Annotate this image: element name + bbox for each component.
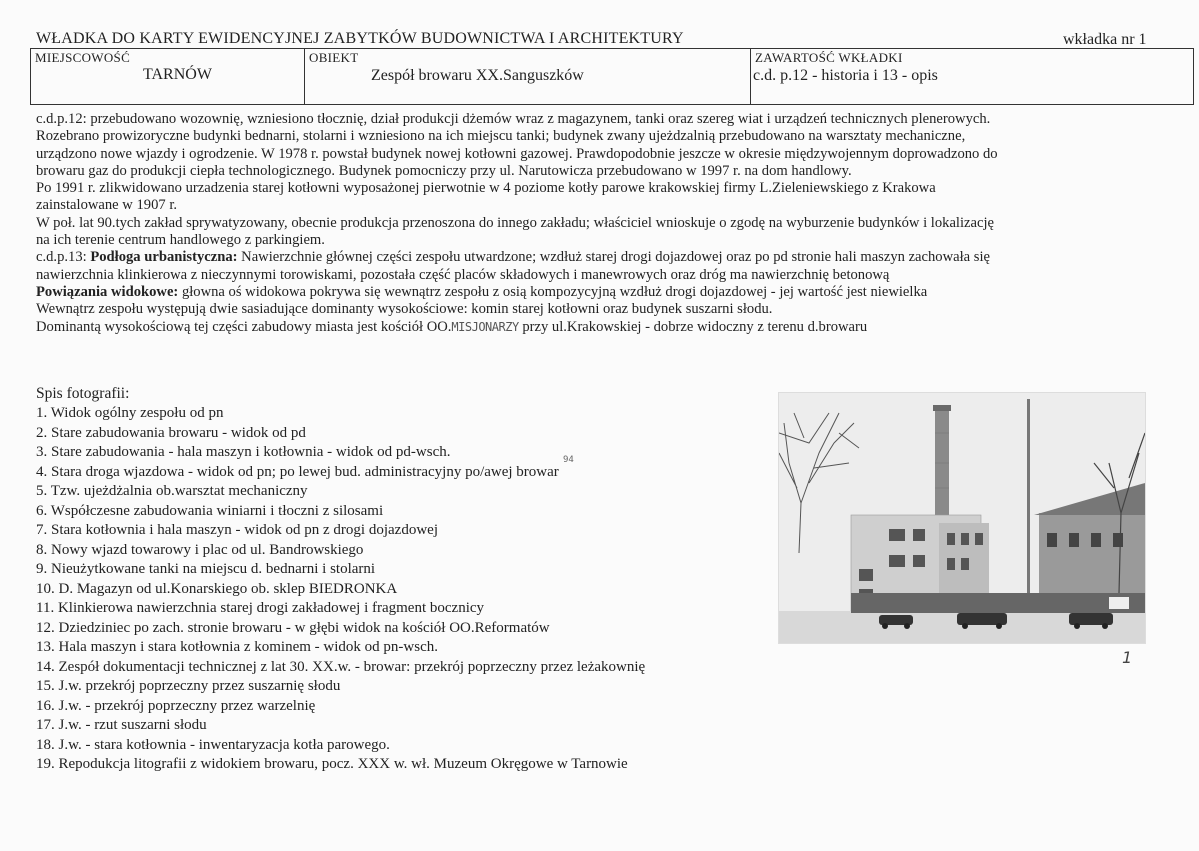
photo-list-heading: Spis fotografii: (36, 385, 130, 402)
object-label: OBIEKT (309, 50, 359, 65)
text-line: c.d.p.12: przebudowano wozownię, wzniesiono tłocznię, dział produkcji dżemów wraz z magazynem, tanki oraz szereg wiat i urządzeń technicznych plenerowych. (36, 111, 991, 127)
list-item: 16. J.w. - przekrój poprzeczny przez warzelnię (36, 697, 316, 714)
section-heading-urban-floor: Podłoga urbanistyczna: (90, 249, 238, 266)
text-line: W poł. lat 90.tych zakład sprywatyzowany, obecnie produkcja przenoszona do innego zakładu; właściciel wnioskuje o zgodę na wyburzenie budynków i lokalizację (36, 214, 995, 231)
brewery-photo (778, 392, 1146, 644)
form-title: WŁADKA DO KARTY EWIDENCYJNEJ ZABYTKÓW BUDOWNICTWA I ARCHITEKTURY (36, 30, 684, 47)
list-item: 13. Hala maszyn i stara kotłownia z kominem - widok od pn-wsch. (36, 639, 438, 655)
text-line: Po 1991 r. zlikwidowano urzadzenia starej kotłowni wyposażonej pierwotnie w 4 poziome kotły parowe krakowskiej firmy L.Zieleniewskiego z Krakowa (36, 180, 936, 197)
text-line: browaru gaz do produkcji ciepła technologicznego. Budynek pomocniczy przy ul. Narutowicza przebudowano w 1997 r. na dom handlowy. (36, 162, 852, 179)
list-item: 17. J.w. - rzut suszarni słodu (36, 717, 207, 733)
handwritten-annotation: 94 (563, 455, 574, 465)
location-value: TARNÓW (143, 66, 212, 83)
location-cell (31, 49, 305, 104)
list-item: 18. J.w. - stara kotłownia - inwentaryzacja kotła parowego. (36, 736, 390, 753)
text-span: Nawierzchnie głównej części zespołu utwardzone; wzdłuż starej drogi dojazdowej oraz po pd stronie hali maszyn zachowała się (237, 249, 991, 266)
list-item: 15. J.w. przekrój poprzeczny przez suszarnię słodu (36, 678, 341, 694)
text-span: przy ul.Krakowskiej - dobrze widoczny z terenu d.browaru (518, 318, 868, 335)
text-span: Dominantą wysokościową tej części zabudowy miasta jest kościół OO. (36, 318, 452, 335)
text-line: na ich terenie centrum handlowego z parkingiem. (36, 232, 325, 249)
section-ref: c.d.p.13: (36, 249, 91, 266)
text-line (36, 319, 1186, 336)
photo-list (36, 404, 645, 775)
list-item: 2. Stare zabudowania browaru - widok od pd (36, 424, 306, 441)
text-line: urządzono nowe wjazdy i ogrodzenie. W 1978 r. powstał budynek nowej kotłowni gazowej. Prawdopodobnie jeszcze w okresie międzywojennym doprowadzono do (36, 145, 998, 162)
section-heading-view-links: Powiązania widokowe: (36, 283, 179, 300)
list-item: 12. Dziedziniec po zach. stronie browaru - w głębi widok na kościół OO.Reformatów (36, 619, 550, 636)
photo-number: 1 (1122, 648, 1133, 667)
text-line (36, 284, 1186, 301)
text-line: nawierzchnia klinkierowa z nieczynnymi torowiskami, pozostała część placów składowych i manewrowych oraz dróg ma nawierzchnię betonową (36, 266, 890, 283)
list-item: 9. Nieużytkowane tanki na miejscu d. bednarni i stolarni (36, 561, 376, 577)
text-line: Wewnątrz zespołu występują dwie sasiadujące dominanty wysokościowe: komin starej kotłowni oraz budynek suszarni słodu. (36, 301, 773, 318)
list-item: 3. Stare zabudowania - hala maszyn i kotłownia - widok od pd-wsch. (36, 444, 451, 460)
list-item: 14. Zespół dokumentacji technicznej z lat 30. XX.w. - browar: przekrój poprzeczny przez leżakownię (36, 658, 646, 675)
insert-number: wkładka nr 1 (1063, 31, 1147, 48)
list-item: 8. Nowy wjazd towarowy i plac od ul. Bandrowskiego (36, 541, 364, 558)
text-span: głowna oś widokowa pokrywa się wewnątrz zespołu z osią kompozycyjną wzdłuż drogi dojazdowej - jej wartość jest niewielka (178, 283, 928, 300)
list-item: 5. Tzw. ujeżdżalnia ob.warsztat mechaniczny (36, 483, 308, 499)
list-item: 1. Widok ogólny zespołu od pn (36, 405, 224, 421)
text-line: Rozebrano prowizoryczne budynki bednarni, stolarni i wzniesiono na ich miejscu tanki; budynek zwany ujeżdzalnią przebudowano na warsztaty mechaniczne, (36, 128, 966, 145)
contents-cell (751, 49, 1193, 104)
object-value: Zespół browaru XX.Sanguszków (371, 67, 584, 84)
handwritten-correction: MISJONARZY (451, 319, 519, 334)
contents-value: c.d. p.12 - historia i 13 - opis (753, 67, 938, 84)
location-label: MIEJSCOWOŚĆ (35, 50, 131, 65)
list-item: 11. Klinkierowa nawierzchnia starej drogi zakładowej i fragment bocznicy (36, 600, 485, 616)
list-item: 6. Współczesne zabudowania winiarni i tłoczni z silosami (36, 502, 384, 519)
contents-label: ZAWARTOŚĆ WKŁADKI (755, 50, 903, 65)
list-item: 4. Stara droga wjazdowa - widok od pn; po lewej bud. administracyjny po/awej browar (36, 463, 559, 480)
description-text (36, 111, 1186, 336)
list-item: 7. Stara kotłownia i hala maszyn - widok od pn z drogi dojazdowej (36, 522, 438, 538)
list-item: 19. Repodukcja litografii z widokiem browaru, pocz. XXX w. wł. Muzeum Okręgowe w Tarnowie (36, 756, 628, 772)
text-line (36, 249, 1186, 266)
list-item: 10. D. Magazyn od ul.Konarskiego ob. sklep BIEDRONKA (36, 580, 398, 597)
object-cell (305, 49, 751, 104)
header-form-table (30, 48, 1194, 105)
text-line: zainstalowane w 1907 r. (36, 197, 178, 214)
